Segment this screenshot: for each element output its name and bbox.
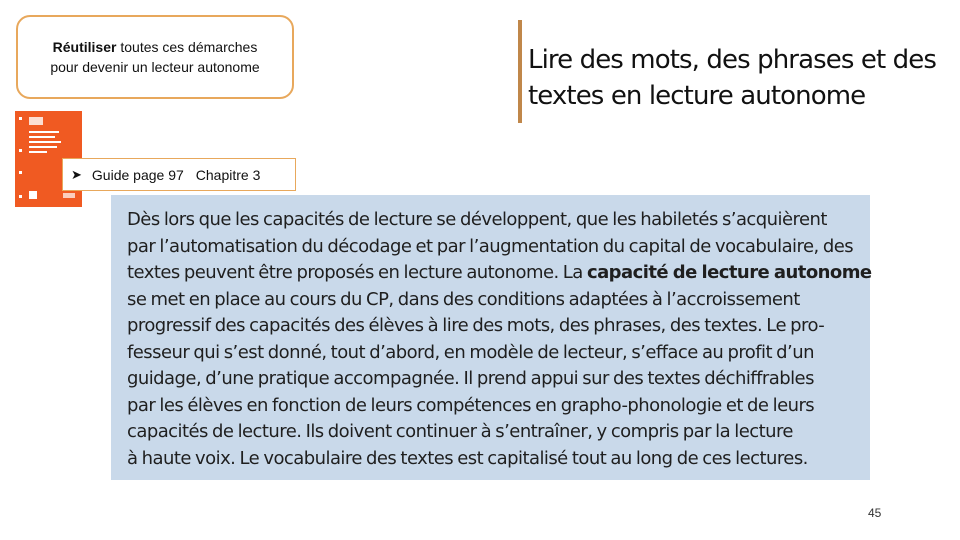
guide-excerpt	[111, 195, 870, 480]
excerpt-line: par les élèves en fonction de leurs compétences en grapho-phonologie et de leurs	[127, 394, 815, 416]
excerpt-line: fesseur qui s’est donné, tout d’abord, en modèle de lecteur, s’efface au profit d’un	[127, 341, 814, 363]
excerpt-line	[127, 260, 872, 287]
page-number: 45	[868, 506, 882, 520]
excerpt-line: à haute voix. Le vocabulaire des textes est capitalisé tout au long de ces lectures.	[127, 447, 808, 469]
title-accent-bar	[518, 20, 522, 123]
excerpt-line: par l’automatisation du décodage et par l’augmentation du capital de vocabulaire, des	[127, 235, 854, 257]
guide-reference	[62, 158, 296, 191]
callout-text-line2: pour devenir un lecteur autonome	[50, 59, 260, 75]
slide-title-line2: textes en lecture autonome	[528, 81, 866, 111]
excerpt-line: guidage, d’une pratique accompagnée. Il prend appui sur des textes déchiffrables	[127, 368, 814, 389]
guide-page-label: Guide page 97	[91, 166, 184, 183]
excerpt-line-start: textes peuvent être proposés en lecture autonome. La	[127, 262, 587, 283]
excerpt-line: se met en place au cours du CP, dans des conditions adaptées à l’accroissement	[127, 288, 800, 310]
excerpt-line	[127, 207, 860, 234]
slide-title	[528, 42, 958, 114]
guide-chapter-label: Chapitre 3	[195, 166, 261, 183]
arrow-bullet-icon: ➤	[71, 166, 82, 182]
instruction-callout	[16, 15, 294, 99]
callout-text-line1: toutes ces démarches	[116, 39, 258, 55]
excerpt-bold-term: capacité de lecture autonome	[586, 262, 872, 283]
excerpt-line-rest: les capacités de lecture se développent, que les habiletés s’acquièrent	[230, 209, 827, 230]
excerpt-line: capacités de lecture. Ils doivent continuer à s’entraîner, y compris par la lecture	[127, 421, 793, 442]
excerpt-line-lead: Dès lors que	[127, 209, 231, 230]
excerpt-line: progressif des capacités des élèves à lire des mots, des phrases, des textes. Le pro-	[127, 315, 825, 336]
slide-title-line1: Lire des mots, des phrases et des	[528, 45, 936, 75]
callout-bold-verb: Réutiliser	[52, 39, 117, 55]
